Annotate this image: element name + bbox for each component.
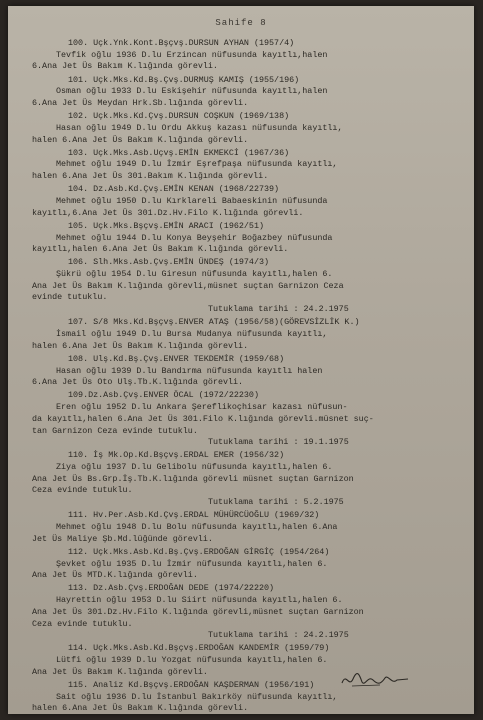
list-item xyxy=(8,75,474,110)
signature-scribble xyxy=(340,668,410,690)
entry-line: 113. Dz.Asb.Çvş.ERDOĞAN DEDE (1974/22220) xyxy=(68,583,275,594)
entry-line: 6.Ana Jet Üs Bakım K.lığında görevli. xyxy=(32,61,218,72)
entry-line: 101. Uçk.Mks.Kd.Bş.Çvş.DURMUŞ KAMIŞ (1955/196) xyxy=(68,74,300,85)
entry-line: Tutuklama tarihi : 24.2.1975 xyxy=(208,304,349,315)
list-item xyxy=(8,450,474,508)
entry-line: Sait oğlu 1936 D.lu İstanbul Bakırköy nüfusunda kayıtlı, xyxy=(56,691,338,702)
entry-line: tan Garnizon Ceza evinde tutuklu. xyxy=(32,425,198,436)
entry-line: Mehmet oğlu 1949 D.lu İzmir Eşrefpaşa nüfusunda kayıtlı, xyxy=(56,159,338,170)
entry-line: Hayrettin oğlu 1953 D.lu Siirt nüfusunda kayıtlı,halen 6. xyxy=(56,595,343,606)
document-page xyxy=(8,6,474,714)
entry-line: 112. Uçk.Mks.Asb.Kd.Bş.Çvş.ERDOĞAN GİRGİÇ (1954/264) xyxy=(68,546,330,557)
entry-line: 108. Ulş.Kd.Bş.Çvş.ENVER TEKDEMİR (1959/68) xyxy=(68,353,285,364)
entry-line: Lütfi oğlu 1939 D.lu Yozgat nüfusunda kayıtlı,halen 6. xyxy=(56,655,328,666)
entry-line: Ana Jet Üs MTD.K.lığında görevli. xyxy=(32,570,198,581)
entry-line: Tevfik oğlu 1936 D.lu Erzincan nüfusunda kayıtlı,halen xyxy=(56,49,328,60)
entry-line: Ziya oğlu 1937 D.lu Gelibolu nüfusunda kayıtlı,halen 6. xyxy=(56,462,333,473)
entry-line: Mehmet oğlu 1950 D.lu Kırklareli Babaeskinin nüfusunda xyxy=(56,195,328,206)
list-item xyxy=(8,317,474,352)
entry-line: Ceza evinde tutuklu. xyxy=(32,485,133,496)
entry-line: Tutuklama tarihi : 5.2.1975 xyxy=(208,497,344,508)
list-item xyxy=(8,221,474,256)
list-item xyxy=(8,184,474,219)
entry-line: Şevket oğlu 1935 D.lu İzmir nüfusunda kayıtlı,halen 6. xyxy=(56,558,328,569)
entry-line: Ana Jet Üs 301.Dz.Hv.Filo K.lığında görevli,müsnet suçtan Garnizon xyxy=(32,606,364,617)
entry-line: Mehmet oğlu 1944 D.lu Konya Beyşehir Boğazbey nüfusunda xyxy=(56,232,333,243)
entry-line: evinde tutuklu. xyxy=(32,292,108,303)
entry-line: Tutuklama tarihi : 24.2.1975 xyxy=(208,630,349,641)
list-item xyxy=(8,38,474,73)
entry-line: 110. İş Mk.Op.Kd.Bşçvş.ERDAL EMER (1956/32) xyxy=(68,450,285,461)
entry-line: 111. Hv.Per.Asb.Kd.Çvş.ERDAL MÜHÜRCÜOĞLU (1969/32) xyxy=(68,510,320,521)
entry-line: 105. Uçk.Mks.Bşçvş.EMİN ARACI (1962/51) xyxy=(68,220,265,231)
entry-line: 114. Uçk.Mks.Asb.Kd.Bşçvş.ERDOĞAN KANDEMİR (1959/79) xyxy=(68,643,330,654)
entry-line: Ana Jet Üs Bs.Grp.İş.Tb.K.lığında görevli müsnet suçtan Garnizon xyxy=(32,473,354,484)
entry-line: Şükrü oğlu 1954 D.lu Giresun nüfusunda kayıtlı,halen 6. xyxy=(56,269,333,280)
entry-line: Jet Üs Maliye Şb.Md.lüğünde görevli. xyxy=(32,533,213,544)
entry-line: Ana Jet Üs Bakım K.lığında görevli,müsnet suçtan Garnizon Ceza xyxy=(32,280,344,291)
list-item xyxy=(8,148,474,183)
entry-line: da kayıtlı,halen 6.Ana Jet Üs 301.Filo K.lığında görevli.müsnet suç- xyxy=(32,413,374,424)
entry-line: 107. S/8 Mks.Kd.Bşçvş.ENVER ATAŞ (1956/58)(GÖREVSİZLİK K.) xyxy=(68,317,360,328)
entry-line: Eren oğlu 1952 D.lu Ankara Şereflikoçhisar kazası nüfusun- xyxy=(56,402,348,413)
entry-line: 6.Ana Jet Üs Oto Ulş.Tb.K.lığında görevli. xyxy=(32,377,244,388)
list-item xyxy=(8,111,474,146)
entry-line: Hasan oğlu 1949 D.lu Ordu Akkuş kazası nüfusunda kayıtlı, xyxy=(56,122,343,133)
entry-line: 6.Ana Jet Üs Meydan Hrk.Sb.lığında görevli. xyxy=(32,97,249,108)
entries-list xyxy=(8,38,474,714)
entry-line: kayıtlı,halen 6.Ana Jet Üs Bakım K.lığında görevli. xyxy=(32,244,289,255)
entry-line: kayıtlı,6.Ana Jet Üs 301.Dz.Hv.Filo K.lığında görevli. xyxy=(32,207,304,218)
entry-line: Osman oğlu 1933 D.lu Eskişehir nüfusunda kayıtlı,halen xyxy=(56,86,328,97)
entry-line: Ana Jet Üs Bakım K.lığında görevli. xyxy=(32,666,208,677)
entry-line: halen 6.Ana Jet Üs Bakım K.lığında görevli. xyxy=(32,134,249,145)
list-item xyxy=(8,583,474,641)
entry-line: 115. Analiz Kd.Bşçvş.ERDOĞAN KAŞDERMAN (1956/191) xyxy=(68,679,315,690)
entry-line: İsmail oğlu 1949 D.lu Bursa Mudanya nüfusunda kayıtlı, xyxy=(56,329,328,339)
entry-line: halen 6.Ana Jet Üs Bakım K.lığında görevli. xyxy=(32,340,249,351)
list-item xyxy=(8,547,474,582)
entry-line: 106. Slh.Mks.Asb.Çvş.EMİN ÜNDEŞ (1974/3) xyxy=(68,257,270,268)
entry-line: halen 6.Ana Jet Üs Bakım K.lığında görevli. xyxy=(32,703,249,714)
signature-mark xyxy=(340,668,410,690)
list-item xyxy=(8,510,474,545)
entry-line: 104. Dz.Asb.Kd.Çvş.EMİN KENAN (1968/22739) xyxy=(68,184,280,195)
list-item xyxy=(8,257,474,315)
list-item xyxy=(8,390,474,448)
entry-line: Hasan oğlu 1939 D.lu Bandırma nüfusunda kayıtlı halen xyxy=(56,365,323,376)
entry-line: Tutuklama tarihi : 19.1.1975 xyxy=(208,437,349,448)
entry-line: Mehmet oğlu 1948 D.lu Bolu nüfusunda kayıtlı,halen 6.Ana xyxy=(56,522,338,532)
entry-line: halen 6.Ana Jet Üs 301.Bakım K.lığında görevli. xyxy=(32,171,269,182)
entry-line: 100. Uçk.Ynk.Kont.Bşçvş.DURSUN AYHAN (1957/4) xyxy=(68,38,295,48)
entry-line: 103. Uçk.Mks.Asb.Uçvş.EMİN EKMEKCİ (1967/36) xyxy=(68,147,290,158)
entry-line: 109.Dz.Asb.Çvş.ENVER ÖCAL (1972/22230) xyxy=(68,390,259,401)
entry-line: Ceza evinde tutuklu. xyxy=(32,618,133,629)
page-header: Sahife 8 xyxy=(215,18,267,28)
list-item xyxy=(8,354,474,389)
entry-line: 102. Uçk.Mks.Kd.Çvş.DURSUN COŞKUN (1969/138) xyxy=(68,111,290,122)
